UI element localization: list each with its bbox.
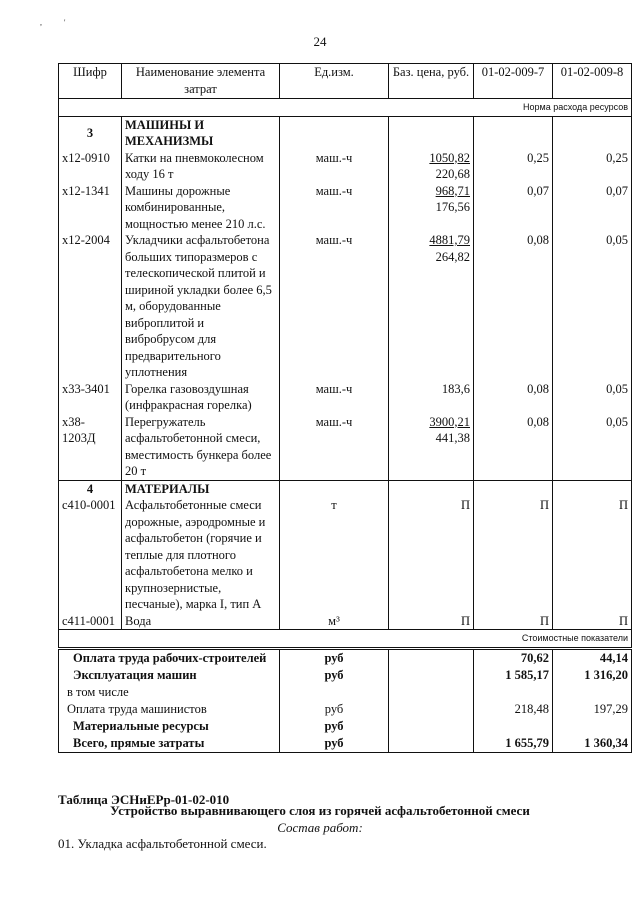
cost-label: Всего, прямые затраты <box>59 735 280 753</box>
resource-name: Укладчики асфальтобетона больших типоразмеров с телескопической плитой и шириной укладки более 6,5 м, оборудованные виброплитой и вибробрусом для предварительного уплотнения <box>122 232 280 381</box>
resource-price <box>389 150 474 183</box>
cost-value-8: 197,29 <box>553 701 632 718</box>
empty-cell <box>389 701 474 718</box>
cost-row <box>59 648 632 667</box>
resource-name: Асфальтобетонные смеси дорожные, аэродромные и асфальтобетон (горячие и теплые для плотного асфальтобетона мелко и крупнозернистые, песчаные), марка I, тип А <box>122 497 280 613</box>
table-row <box>59 613 632 630</box>
resource-unit: маш.-ч <box>280 381 389 414</box>
resource-code: х12-0910 <box>59 150 122 183</box>
empty-cell <box>389 667 474 684</box>
cost-value-7: 70,62 <box>474 648 553 667</box>
cost-value-8: 1 316,20 <box>553 667 632 684</box>
header-name: Наименование элемента затрат <box>122 64 280 99</box>
resource-unit: т <box>280 497 389 613</box>
header-code: Шифр <box>59 64 122 99</box>
resource-name: Горелка газовоздушная (инфракрасная горелка) <box>122 381 280 414</box>
resource-code: х33-3401 <box>59 381 122 414</box>
resource-code: х38-1203Д <box>59 414 122 481</box>
section-header <box>59 480 632 497</box>
norm-value-7: 0,07 <box>474 183 553 233</box>
cost-row <box>59 684 632 701</box>
cost-value-7: 1 585,17 <box>474 667 553 684</box>
norm-value-8: 0,05 <box>553 414 632 481</box>
price-base: 264,82 <box>435 249 470 264</box>
cost-value-7: 1 655,79 <box>474 735 553 753</box>
resource-name: Перегружатель асфальтобетонной смеси, вместимость бункера более 20 т <box>122 414 280 481</box>
section-title: МАШИНЫ И МЕХАНИЗМЫ <box>122 116 280 150</box>
norm-band-label: Норма расхода ресурсов <box>59 99 632 117</box>
resource-unit: м³ <box>280 613 389 630</box>
work-item: 01. Укладка асфальтобетонной смеси. <box>58 836 267 851</box>
norm-value-7: 0,25 <box>474 150 553 183</box>
section-number: 4 <box>59 480 122 497</box>
cost-label: в том числе <box>59 684 280 701</box>
price-base: 220,68 <box>435 167 470 181</box>
cost-band <box>59 630 632 649</box>
cost-label: Эксплуатация машин <box>59 667 280 684</box>
section-header <box>59 116 632 150</box>
cost-value-7 <box>474 718 553 735</box>
empty-cell <box>389 648 474 667</box>
header-price: Баз. цена, руб. <box>389 64 474 99</box>
section-title: МАТЕРИАЛЫ <box>122 480 280 497</box>
table-row <box>59 497 632 613</box>
price-current: П <box>460 498 470 512</box>
norm-value-8: П <box>553 497 632 613</box>
cost-value-7 <box>474 684 553 701</box>
table-row <box>59 183 632 233</box>
cost-label: Оплата труда машинистов <box>59 701 280 718</box>
price-current: П <box>460 613 470 628</box>
resource-unit: маш.-ч <box>280 232 389 381</box>
cost-row <box>59 667 632 684</box>
cost-row <box>59 701 632 718</box>
resource-name: Вода <box>122 613 280 630</box>
resource-table <box>58 63 632 753</box>
price-current: 4881,79 <box>429 233 470 247</box>
norm-band <box>59 99 632 117</box>
price-current: 183,6 <box>441 381 470 396</box>
empty-cell <box>474 480 553 497</box>
price-base: 176,56 <box>435 200 470 214</box>
empty-cell <box>389 718 474 735</box>
norm-value-8: 0,05 <box>553 381 632 414</box>
resource-unit: маш.-ч <box>280 150 389 183</box>
empty-cell <box>389 480 474 497</box>
cost-value-8: 44,14 <box>553 648 632 667</box>
header-col-7: 01-02-009-7 <box>474 64 553 99</box>
table-row <box>59 381 632 414</box>
cost-unit: руб <box>280 718 389 735</box>
resource-unit: маш.-ч <box>280 414 389 481</box>
table-title: Таблица ЭСНиЕРр-01-02-010 <box>58 792 230 807</box>
resource-price <box>389 381 474 414</box>
empty-cell <box>553 480 632 497</box>
table-name: Устройство выравнивающего слоя из горячей асфальтобетонной смеси <box>110 803 530 818</box>
resource-unit: маш.-ч <box>280 183 389 233</box>
table-row <box>59 232 632 381</box>
price-current: 1050,82 <box>429 150 470 165</box>
norm-value-8: 0,05 <box>553 232 632 381</box>
price-base: 441,38 <box>435 431 470 445</box>
table-row <box>59 414 632 481</box>
price-current: 3900,21 <box>429 414 470 429</box>
empty-cell <box>389 684 474 701</box>
section-number: 3 <box>59 116 122 150</box>
price-current: 968,71 <box>435 183 470 198</box>
cost-band-label: Стоимостные показатели <box>59 630 632 649</box>
resource-price <box>389 232 474 381</box>
resource-code: с410-0001 <box>59 497 122 613</box>
header-unit: Ед.изм. <box>280 64 389 99</box>
resource-code: с411-0001 <box>59 613 122 630</box>
resource-name: Катки на пневмоколесном ходу 16 т <box>122 150 280 183</box>
norm-value-7: П <box>474 497 553 613</box>
cost-label: Оплата труда рабочих-строителей <box>59 648 280 667</box>
resource-price <box>389 613 474 630</box>
cost-value-7: 218,48 <box>474 701 553 718</box>
resource-code: х12-2004 <box>59 232 122 381</box>
cost-unit: руб <box>280 648 389 667</box>
empty-cell <box>474 116 553 150</box>
cost-label: Материальные ресурсы <box>59 718 280 735</box>
resource-price <box>389 497 474 613</box>
cost-unit: руб <box>280 735 389 753</box>
empty-cell <box>553 116 632 150</box>
table-row <box>59 150 632 183</box>
norm-value-8: 0,25 <box>553 150 632 183</box>
scan-specks: , ' <box>40 18 66 27</box>
resource-price <box>389 414 474 481</box>
norm-value-7: 0,08 <box>474 232 553 381</box>
header-col-8: 01-02-009-8 <box>553 64 632 99</box>
norm-value-7: 0,08 <box>474 381 553 414</box>
empty-cell <box>389 735 474 753</box>
empty-cell <box>280 480 389 497</box>
resource-price <box>389 183 474 233</box>
resource-name: Машины дорожные комбинированные, мощностью менее 210 л.с. <box>122 183 280 233</box>
composition-label: Состав работ: <box>277 820 363 835</box>
cost-unit: руб <box>280 701 389 718</box>
page-number: 24 <box>313 34 327 49</box>
cost-row <box>59 735 632 753</box>
cost-unit: руб <box>280 667 389 684</box>
cost-value-8 <box>553 718 632 735</box>
empty-cell <box>280 116 389 150</box>
header-row <box>59 64 632 99</box>
empty-cell <box>389 116 474 150</box>
norm-value-7: П <box>474 613 553 630</box>
cost-row <box>59 718 632 735</box>
cost-value-8: 1 360,34 <box>553 735 632 753</box>
cost-unit <box>280 684 389 701</box>
norm-value-8: П <box>553 613 632 630</box>
norm-value-7: 0,08 <box>474 414 553 481</box>
norm-value-8: 0,07 <box>553 183 632 233</box>
cost-value-8 <box>553 684 632 701</box>
resource-code: х12-1341 <box>59 183 122 233</box>
